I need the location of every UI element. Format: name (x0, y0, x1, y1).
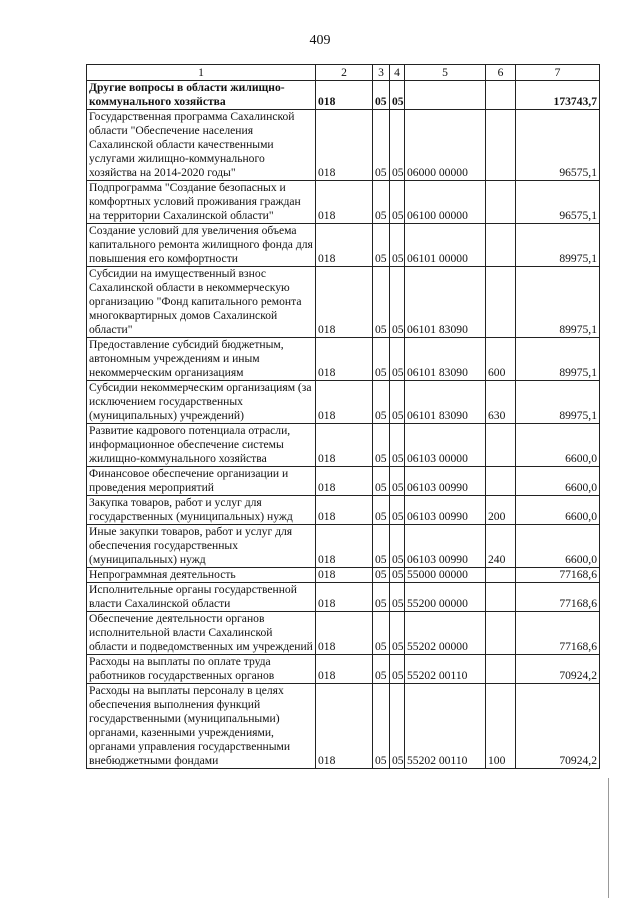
row-ministry-code: 018 (316, 81, 373, 110)
table-row (87, 381, 600, 424)
row-name: Создание условий для увеличения объема капитального ремонта жилищного фонда для повышения его комфортности (87, 224, 316, 267)
row-name: Другие вопросы в области жилищно-коммунального хозяйства (87, 81, 316, 110)
table-row (87, 424, 600, 467)
column-header-5: 5 (405, 65, 486, 81)
row-section-code: 05 (373, 81, 390, 110)
row-ministry-code: 018 (316, 381, 373, 424)
row-name: Предоставление субсидий бюджетным, автономным учреждениям и иным некоммерческим организациям (87, 338, 316, 381)
page-number: 409 (309, 33, 331, 48)
row-amount: 6600,0 (516, 496, 600, 525)
table-row (87, 583, 600, 612)
row-expense-type (486, 267, 516, 338)
row-target-code: 06103 00990 (405, 496, 486, 525)
row-amount: 89975,1 (516, 224, 600, 267)
row-amount: 96575,1 (516, 181, 600, 224)
column-header-7: 7 (516, 65, 600, 81)
row-target-code: 55202 00000 (405, 612, 486, 655)
row-amount: 89975,1 (516, 381, 600, 424)
table-row (87, 684, 600, 769)
row-ministry-code: 018 (316, 496, 373, 525)
row-amount: 89975,1 (516, 338, 600, 381)
row-section-code: 05 (373, 612, 390, 655)
table-row (87, 467, 600, 496)
row-expense-type (486, 568, 516, 583)
row-section-code: 05 (373, 568, 390, 583)
row-ministry-code: 018 (316, 267, 373, 338)
row-subsection-code: 05 (390, 224, 405, 267)
table-row (87, 612, 600, 655)
row-target-code: 06101 83090 (405, 267, 486, 338)
row-ministry-code: 018 (316, 612, 373, 655)
row-section-code: 05 (373, 381, 390, 424)
row-target-code: 06103 00000 (405, 424, 486, 467)
row-expense-type (486, 467, 516, 496)
scan-artifact-line (608, 778, 609, 898)
row-section-code: 05 (373, 338, 390, 381)
row-expense-type (486, 424, 516, 467)
row-amount: 77168,6 (516, 612, 600, 655)
row-subsection-code: 05 (390, 467, 405, 496)
row-name: Субсидии на имущественный взнос Сахалинской области в некоммерческую организацию "Фонд капитального ремонта многоквартирных домов Сахалинской области" (87, 267, 316, 338)
row-ministry-code: 018 (316, 568, 373, 583)
table-row (87, 224, 600, 267)
row-amount: 77168,6 (516, 568, 600, 583)
row-expense-type: 630 (486, 381, 516, 424)
column-header-1: 1 (87, 65, 316, 81)
row-subsection-code: 05 (390, 684, 405, 769)
row-ministry-code: 018 (316, 525, 373, 568)
row-subsection-code: 05 (390, 424, 405, 467)
row-target-code: 55200 00000 (405, 583, 486, 612)
row-section-code: 05 (373, 583, 390, 612)
row-amount: 77168,6 (516, 583, 600, 612)
row-ministry-code: 018 (316, 467, 373, 496)
row-target-code: 06103 00990 (405, 525, 486, 568)
budget-table (86, 64, 600, 769)
row-expense-type (486, 181, 516, 224)
row-ministry-code: 018 (316, 424, 373, 467)
row-amount: 70924,2 (516, 684, 600, 769)
row-section-code: 05 (373, 467, 390, 496)
row-target-code: 06101 83090 (405, 381, 486, 424)
row-section-code: 05 (373, 224, 390, 267)
row-name: Расходы на выплаты по оплате труда работников государственных органов (87, 655, 316, 684)
row-amount: 6600,0 (516, 424, 600, 467)
row-section-code: 05 (373, 110, 390, 181)
row-subsection-code: 05 (390, 612, 405, 655)
row-section-code: 05 (373, 181, 390, 224)
column-header-4: 4 (390, 65, 405, 81)
row-target-code: 55202 00110 (405, 684, 486, 769)
row-section-code: 05 (373, 525, 390, 568)
row-expense-type: 240 (486, 525, 516, 568)
row-expense-type (486, 583, 516, 612)
row-section-code: 05 (373, 267, 390, 338)
row-expense-type (486, 81, 516, 110)
row-subsection-code: 05 (390, 583, 405, 612)
table-body (87, 81, 600, 769)
row-target-code: 06103 00990 (405, 467, 486, 496)
row-amount: 89975,1 (516, 267, 600, 338)
row-subsection-code: 05 (390, 381, 405, 424)
row-ministry-code: 018 (316, 583, 373, 612)
row-subsection-code: 05 (390, 267, 405, 338)
table-row (87, 525, 600, 568)
row-expense-type: 100 (486, 684, 516, 769)
table-row (87, 568, 600, 583)
row-section-code: 05 (373, 684, 390, 769)
row-name: Подпрограмма "Создание безопасных и комфортных условий проживания граждан на территории Сахалинской области" (87, 181, 316, 224)
row-target-code: 55202 00110 (405, 655, 486, 684)
row-target-code: 06101 83090 (405, 338, 486, 381)
row-target-code: 55000 00000 (405, 568, 486, 583)
table-row (87, 181, 600, 224)
row-name: Развитие кадрового потенциала отрасли, информационное обеспечение системы жилищно-коммунального хозяйства (87, 424, 316, 467)
row-ministry-code: 018 (316, 181, 373, 224)
row-expense-type: 200 (486, 496, 516, 525)
row-ministry-code: 018 (316, 655, 373, 684)
table-header (87, 65, 600, 81)
row-subsection-code: 05 (390, 81, 405, 110)
row-name: Субсидии некоммерческим организациям (за исключением государственных (муниципальных) учреждений) (87, 381, 316, 424)
row-expense-type (486, 110, 516, 181)
row-subsection-code: 05 (390, 496, 405, 525)
row-expense-type (486, 612, 516, 655)
column-header-6: 6 (486, 65, 516, 81)
row-name: Финансовое обеспечение организации и проведения мероприятий (87, 467, 316, 496)
row-target-code: 06000 00000 (405, 110, 486, 181)
table-row (87, 81, 600, 110)
row-ministry-code: 018 (316, 684, 373, 769)
table-row (87, 267, 600, 338)
row-section-code: 05 (373, 424, 390, 467)
row-subsection-code: 05 (390, 525, 405, 568)
row-subsection-code: 05 (390, 568, 405, 583)
table-row (87, 496, 600, 525)
row-subsection-code: 05 (390, 110, 405, 181)
row-name: Закупка товаров, работ и услуг для государственных (муниципальных) нужд (87, 496, 316, 525)
row-amount: 96575,1 (516, 110, 600, 181)
row-name: Государственная программа Сахалинской области "Обеспечение населения Сахалинской области качественными услугами жилищно-коммунального хозяйства на 2014-2020 годы" (87, 110, 316, 181)
row-name: Исполнительные органы государственной власти Сахалинской области (87, 583, 316, 612)
row-ministry-code: 018 (316, 338, 373, 381)
row-target-code: 06101 00000 (405, 224, 486, 267)
row-expense-type (486, 224, 516, 267)
row-expense-type (486, 655, 516, 684)
table-row (87, 338, 600, 381)
row-name: Непрограммная деятельность (87, 568, 316, 583)
row-amount: 70924,2 (516, 655, 600, 684)
row-subsection-code: 05 (390, 338, 405, 381)
row-name: Обеспечение деятельности органов исполнительной власти Сахалинской области и подведомственных им учреждений (87, 612, 316, 655)
column-header-3: 3 (373, 65, 390, 81)
table-row (87, 110, 600, 181)
row-name: Иные закупки товаров, работ и услуг для обеспечения государственных (муниципальных) нужд (87, 525, 316, 568)
row-ministry-code: 018 (316, 110, 373, 181)
table-row (87, 655, 600, 684)
row-amount: 173743,7 (516, 81, 600, 110)
row-expense-type: 600 (486, 338, 516, 381)
row-target-code (405, 81, 486, 110)
row-amount: 6600,0 (516, 467, 600, 496)
row-subsection-code: 05 (390, 655, 405, 684)
row-ministry-code: 018 (316, 224, 373, 267)
row-section-code: 05 (373, 655, 390, 684)
row-name: Расходы на выплаты персоналу в целях обеспечения выполнения функций государственными (муниципальными) органами, казенными учреждениями, органами управления государственными внебюджетными фондами (87, 684, 316, 769)
row-subsection-code: 05 (390, 181, 405, 224)
row-amount: 6600,0 (516, 525, 600, 568)
row-section-code: 05 (373, 496, 390, 525)
column-header-2: 2 (316, 65, 373, 81)
row-target-code: 06100 00000 (405, 181, 486, 224)
